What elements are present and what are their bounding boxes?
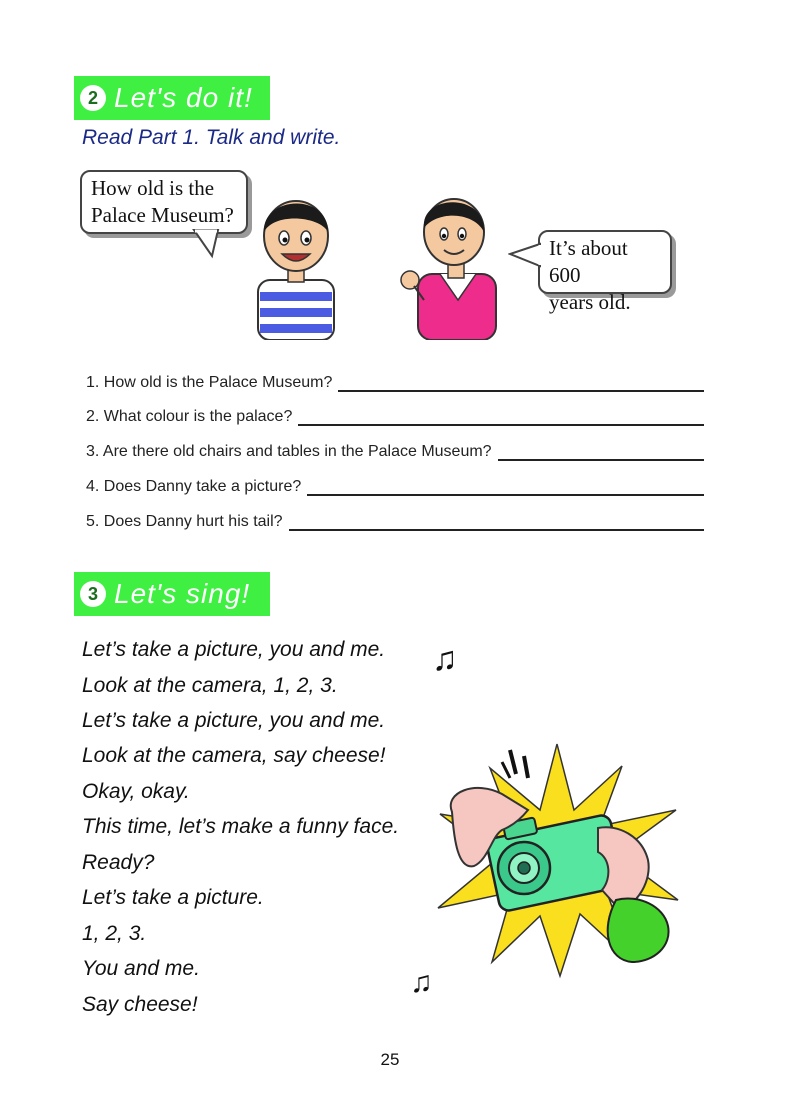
song-line: Okay, okay. — [82, 780, 190, 803]
song-line: Look at the camera, 1, 2, 3. — [82, 674, 338, 697]
question-text: 5. Does Danny hurt his tail? — [86, 513, 283, 530]
question-text: 4. Does Danny take a picture? — [86, 478, 302, 495]
answer-line — [338, 372, 704, 392]
question-5 — [86, 505, 704, 531]
music-note-icon: ♫ — [432, 640, 458, 678]
boy-left — [258, 201, 334, 340]
page-number: 25 — [380, 1050, 400, 1069]
speech-bubble-tail-left — [190, 228, 230, 260]
boy-right — [401, 199, 496, 340]
answer-line — [298, 406, 704, 426]
question-4 — [86, 470, 704, 496]
song-line: Let’s take a picture. — [82, 886, 264, 909]
speech-bubble-left — [80, 170, 248, 234]
song-line: Look at the camera, say cheese! — [82, 744, 386, 767]
section-number-badge: 3 — [80, 581, 106, 607]
question-1 — [86, 366, 704, 392]
answer-line — [289, 511, 704, 531]
bubble-line: Palace Museum? — [91, 203, 234, 227]
song-line: You and me. — [82, 957, 200, 980]
instruction-text: Read Part 1. Talk and write. — [82, 126, 341, 149]
question-text: 1. How old is the Palace Museum? — [86, 374, 333, 391]
section-2-banner — [74, 76, 270, 120]
song-line: Ready? — [82, 851, 155, 874]
question-3 — [86, 435, 704, 461]
question-2 — [86, 400, 704, 426]
answer-line — [307, 476, 704, 496]
hands-holding-camera-illustration — [432, 740, 682, 980]
section-number-badge: 2 — [80, 85, 106, 111]
answer-line — [498, 441, 704, 461]
song-line: Say cheese! — [82, 993, 198, 1016]
music-note-icon: ♫ — [410, 966, 433, 999]
song-line: Let’s take a picture, you and me. — [82, 709, 386, 732]
bubble-line: It’s about 600 — [549, 236, 628, 287]
section-3-banner — [74, 572, 270, 616]
song-line: 1, 2, 3. — [82, 922, 147, 945]
song-line: This time, let’s make a funny face. — [82, 815, 400, 838]
song-line: Let’s take a picture, you and me. — [82, 638, 386, 661]
question-text: 3. Are there old chairs and tables in the Palace Museum? — [86, 443, 492, 460]
section-title: Let's do it! — [114, 82, 253, 113]
boys-talking-illustration — [248, 188, 508, 340]
bubble-line: How old is the — [91, 176, 215, 200]
speech-bubble-right — [538, 230, 672, 314]
section-title: Let's sing! — [114, 578, 251, 609]
bubble-line: years old. — [549, 290, 631, 314]
question-text: 2. What colour is the palace? — [86, 408, 293, 425]
speech-bubble-tail-right — [508, 240, 542, 274]
